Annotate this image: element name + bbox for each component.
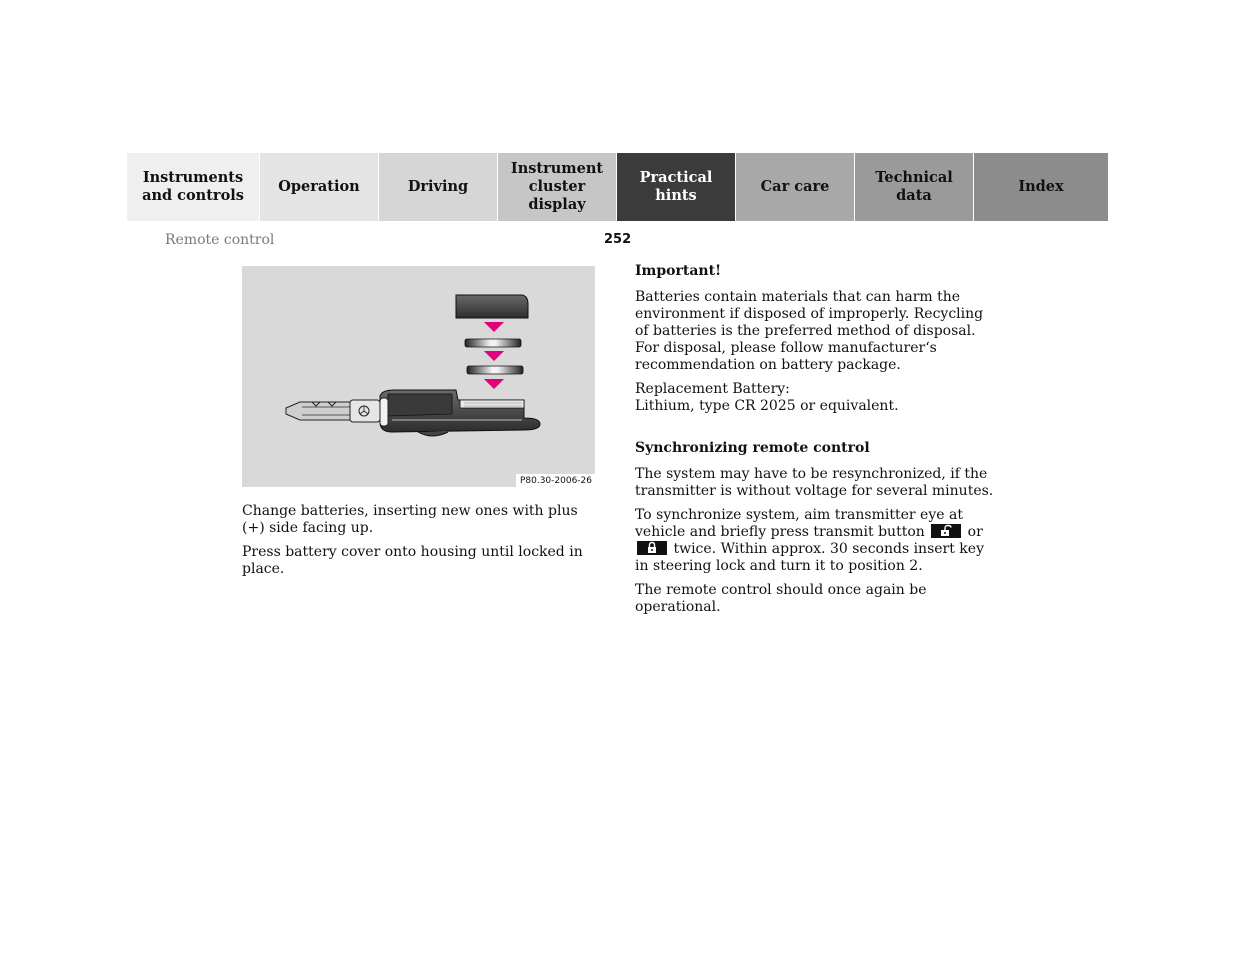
lock-icon: [637, 541, 667, 555]
insert-arrow-3: [484, 379, 504, 389]
insert-arrow-2: [484, 351, 504, 361]
page-number: 252: [604, 232, 632, 247]
tab-instruments-and-controls[interactable]: Instruments and controls: [127, 153, 259, 221]
replacement-battery-label: Replacement Battery:: [635, 381, 790, 397]
important-text: Batteries contain materials that can harm the environment if disposed of improperly. Recycling of batteries is the preferred method of disposal. For disposal, please follow manufacturer‘s recommendation on battery package.: [635, 289, 984, 373]
tab-operation[interactable]: Operation: [259, 153, 378, 221]
battery-disc-2: [467, 366, 523, 374]
sync-paragraph-3: The remote control should once again be operational.: [635, 582, 927, 615]
sync-paragraph-1: The system may have to be resynchronized, if the transmitter is without voltage for several minutes.: [635, 466, 994, 499]
battery-cover-shape: [456, 295, 528, 318]
sync-heading: Synchronizing remote control: [635, 440, 870, 456]
tab-car-care[interactable]: Car care: [735, 153, 854, 221]
battery-replacement-figure: [242, 266, 595, 487]
right-column: [635, 263, 995, 623]
key-battery-illustration: [242, 266, 595, 487]
tab-index[interactable]: Index: [973, 153, 1108, 221]
sync-text-a: To synchronize system, aim transmitter eye at vehicle and briefly press transmit button: [635, 507, 963, 540]
key-blade-shape: [286, 402, 354, 420]
tab-driving[interactable]: Driving: [378, 153, 497, 221]
left-column: [242, 503, 602, 585]
tab-instrument-cluster-display[interactable]: Instrument cluster display: [497, 153, 616, 221]
section-title: Remote control: [165, 232, 275, 248]
replacement-battery: [635, 381, 995, 415]
sync-text-b: twice. Within approx. 30 seconds insert key in steering lock and turn it to position 2.: [635, 541, 984, 574]
tab-technical-data[interactable]: Technical data: [854, 153, 973, 221]
tab-practical-hints[interactable]: Practical hints: [616, 153, 735, 221]
insert-arrow-1: [484, 322, 504, 332]
instruction-change-batteries: Change batteries, inserting new ones with plus (+) side facing up.: [242, 503, 578, 536]
sync-paragraph-2: [635, 507, 995, 575]
chapter-tabs: [127, 153, 1108, 221]
sync-text-or: or: [967, 524, 983, 540]
unlock-icon: [931, 524, 961, 538]
battery-disc-1: [465, 339, 521, 347]
replacement-battery-type: Lithium, type CR 2025 or equivalent.: [635, 398, 899, 414]
instruction-press-cover: Press battery cover onto housing until locked in place.: [242, 544, 583, 577]
important-heading: Important!: [635, 263, 722, 279]
figure-code: P80.30-2006-26: [516, 474, 595, 487]
